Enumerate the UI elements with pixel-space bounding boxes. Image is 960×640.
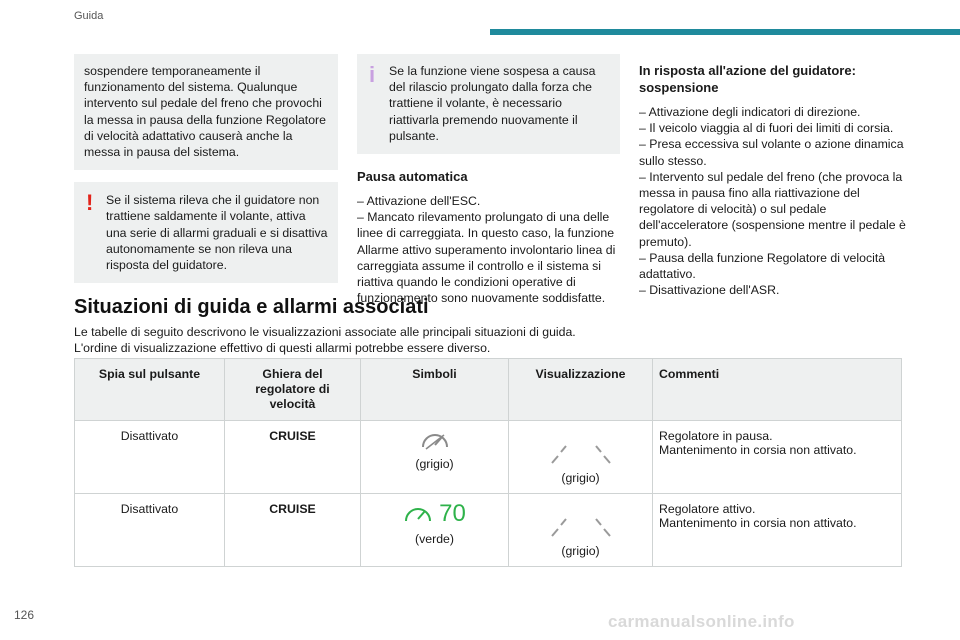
header-section-label: Guida (74, 10, 104, 22)
cell-ghiera: CRUISE (225, 494, 361, 567)
list-item: – Intervento sul pedale del freno (che provoca la messa in pausa fino alla riattivazione del regolatore di velocità) o sul pedale dell'acceleratore (sospensione mentre il pedale è premuto). (639, 169, 906, 249)
driver-action-list (639, 104, 907, 298)
col-header-simboli: Simboli (361, 359, 509, 421)
list-item: – Il veicolo viaggia al di fuori dei limiti di corsia. (639, 121, 894, 136)
header-accent-bar (490, 29, 960, 35)
warning-text: Se il sistema rileva che il guidatore non trattiene saldamente il volante, attiva una serie di allarmi graduali e si disattiva autonomamente se non rileva una risposta del guidatore. (106, 193, 328, 273)
middle-column (357, 54, 620, 306)
set-speed-value: 70 (439, 500, 466, 527)
col-header-commenti: Commenti (653, 359, 902, 421)
section-title: Situazioni di guida e allarmi associati (74, 296, 429, 318)
info-box (357, 54, 620, 154)
cell-visualizzazione (509, 421, 653, 494)
info-text: Se la funzione viene sospesa a causa del rilascio prolungato dalla forza che trattiene il volante, è necessario riattivarla premendo nuovamente il pulsante. (389, 64, 596, 143)
list-item: – Presa eccessiva sul volante o azione dinamica sullo stesso. (639, 137, 904, 168)
col-header-visualizzazione: Visualizzazione (509, 359, 653, 421)
note-text: sospendere temporaneamente il funzionamento del sistema. Qualunque intervento sul pedale del freno che provochi la messa in pausa della funzione Regolatore di velocità adattativo causerà anche la messa in pausa del sistema. (84, 64, 326, 160)
comment-line: Regolatore in pausa. (659, 429, 773, 443)
display-color-caption: (grigio) (561, 471, 600, 485)
cell-visualizzazione (509, 494, 653, 567)
col-header-ghiera: Ghiera del regolatore di velocità (225, 359, 361, 421)
list-item: – Mancato rilevamento prolungato di una delle linee di carreggiata. In questo caso, la funzione Allarme attivo superamento involontario linea di carreggiata assume il controllo e il sistema si riattiva quando le condizioni operative di funzionamento sono nuovamente soddisfatte. (357, 210, 616, 306)
cell-simboli (361, 494, 509, 567)
watermark: carmanualsonline.info (608, 612, 795, 631)
speedometer-icon (420, 429, 450, 451)
table-header-row (75, 359, 902, 421)
page-number: 126 (14, 608, 35, 622)
comment-line: Mantenimento in corsia non attivato. (659, 443, 857, 457)
list-item: – Attivazione dell'ESC. (357, 194, 481, 209)
left-column (74, 54, 338, 283)
cell-simboli (361, 421, 509, 494)
comment-line: Mantenimento in corsia non attivato. (659, 516, 857, 530)
symbol-color-caption: (verde) (415, 532, 454, 546)
auto-pause-list (357, 193, 620, 306)
cell-spia: Disattivato (75, 494, 225, 567)
table-row (75, 494, 902, 567)
table-row (75, 421, 902, 494)
right-column (639, 62, 907, 298)
intro-line: L'ordine di visualizzazione effettivo di questi allarmi potrebbe essere diverso. (74, 341, 491, 355)
cell-commenti (653, 494, 902, 567)
driver-action-heading: In risposta all'azione del guidatore: sospensione (639, 63, 856, 95)
lane-lines-icon (550, 439, 612, 465)
auto-pause-heading: Pausa automatica (357, 169, 468, 185)
note-box (74, 54, 338, 170)
situations-table (74, 358, 902, 567)
col-header-spia: Spia sul pulsante (75, 359, 225, 421)
list-item: – Pausa della funzione Regolatore di velocità adattativo. (639, 250, 886, 282)
lane-lines-icon (550, 512, 612, 538)
warning-box (74, 182, 338, 283)
cell-ghiera: CRUISE (225, 421, 361, 494)
speedometer-icon (403, 503, 433, 525)
display-color-caption: (grigio) (561, 544, 600, 558)
comment-line: Regolatore attivo. (659, 502, 756, 516)
warning-icon: ! (86, 190, 94, 216)
section-intro (74, 324, 576, 356)
cell-commenti (653, 421, 902, 494)
list-item: – Disattivazione dell'ASR. (639, 283, 780, 298)
symbol-color-caption: (grigio) (415, 457, 454, 471)
intro-line: Le tabelle di seguito descrivono le visualizzazioni associate alle principali situazioni di guida. (74, 325, 576, 339)
cell-spia: Disattivato (75, 421, 225, 494)
list-item: – Attivazione degli indicatori di direzione. (639, 105, 861, 119)
info-icon: i (369, 62, 376, 87)
